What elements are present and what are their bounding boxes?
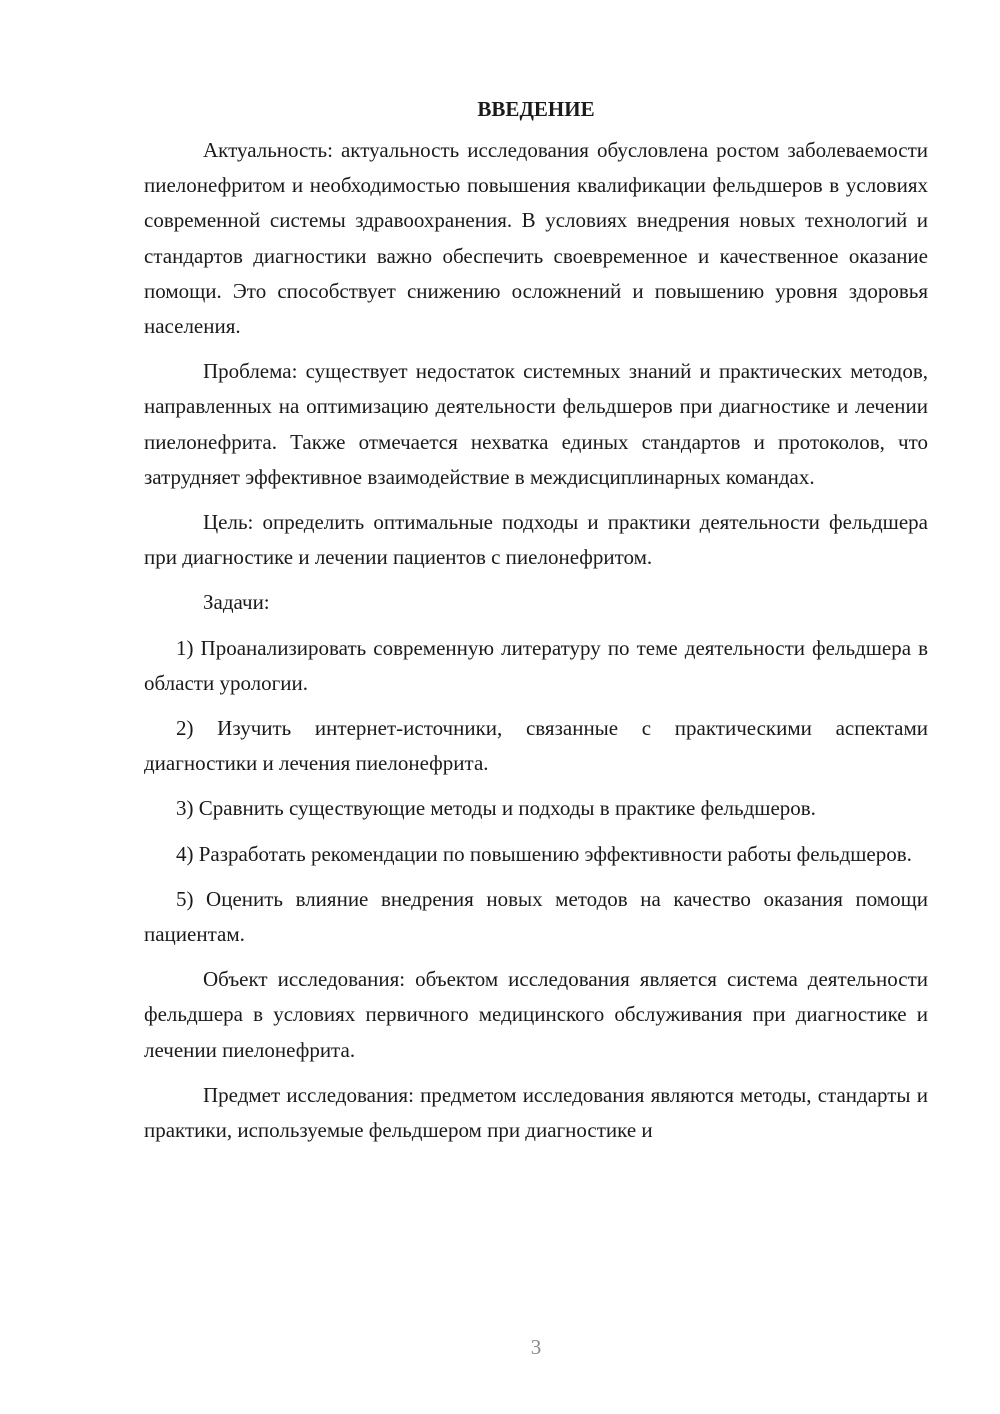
task-item: 2) Изучить интернет-источники, связанные с практическими аспектами диагностики и лечения пиелонефрита. [144, 716, 928, 776]
relevance-paragraph: Актуальность: актуальность исследования обусловлена ростом заболеваемости пиелонефритом и необходимостью повышения квалификации фельдшеров в условиях современной системы здравоохранения. В условиях внедрения новых технологий и стандартов диагностики важно обеспечить своевременное и качественное оказание помощи. Это способствует снижению осложнений и повышению уровня здоровья населения. [144, 138, 928, 339]
task-item: 1) Проанализировать современную литературу по теме деятельности фельдшера в области урологии. [144, 635, 928, 695]
goal-paragraph: Цель: определить оптимальные подходы и практики деятельности фельдшера при диагностике и лечении пациентов с пиелонефритом. [144, 510, 928, 570]
task-item: 3) Сравнить существующие методы и подходы в практике фельдшеров. [176, 796, 816, 821]
task-item: 5) Оценить влияние внедрения новых методов на качество оказания помощи пациентам. [144, 886, 928, 947]
object-paragraph: Объект исследования: объектом исследования является система деятельности фельдшера в условиях первичного медицинского обслуживания при диагностике и лечении пиелонефрита. [144, 967, 928, 1062]
page-number: 3 [530, 1335, 542, 1359]
document-page [144, 95, 928, 1158]
tasks-heading: Задачи: [203, 590, 270, 615]
section-title: ВВЕДЕНИЕ [477, 97, 595, 121]
problem-paragraph: Проблема: существует недостаток системных знаний и практических методов, направленных на оптимизацию деятельности фельдшеров при диагностике и лечении пиелонефрита. Также отмечается нехватка единых стандартов и протоколов, что затрудняет эффективное взаимодействие в междисциплинарных командах. [144, 359, 928, 489]
task-item: 4) Разработать рекомендации по повышению эффективности работы фельдшеров. [176, 841, 912, 866]
subject-paragraph: Предмет исследования: предметом исследования являются методы, стандарты и практики, используемые фельдшером при диагностике и [144, 1082, 928, 1143]
